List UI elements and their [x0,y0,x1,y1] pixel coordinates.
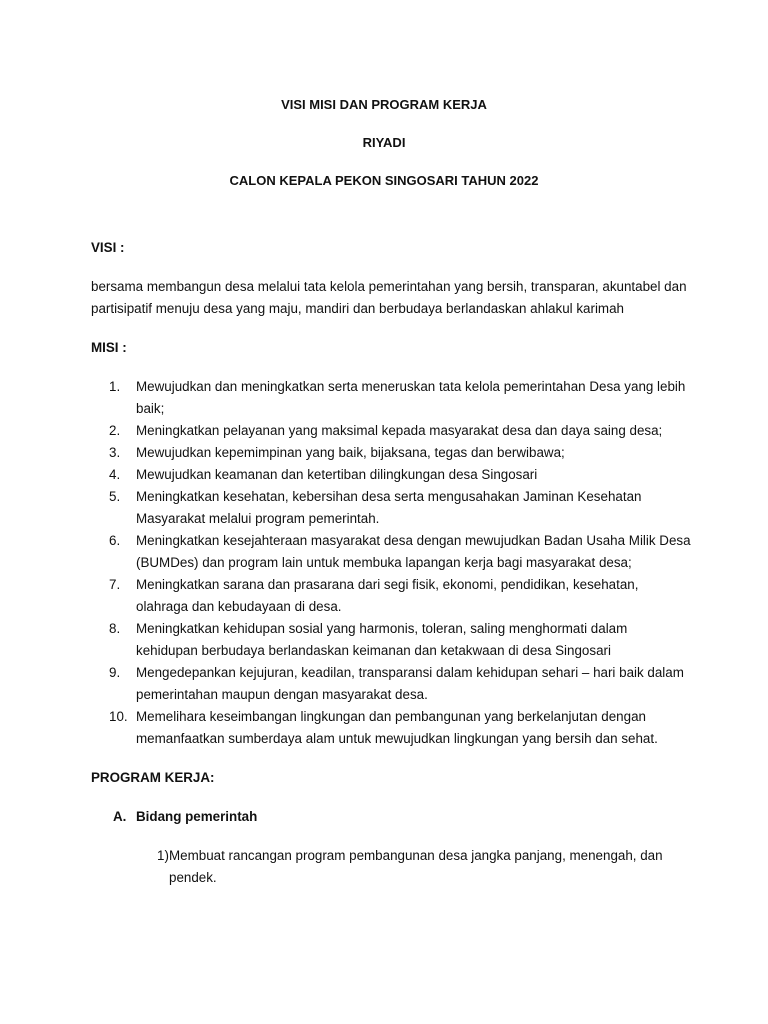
list-number: 9. [109,665,121,680]
section-title: Bidang pemerintah [136,809,258,824]
list-text: Mewujudkan dan meningkatkan serta meneruskan tata kelola pemerintahan Desa yang lebih baik; [136,379,686,416]
visi-text: bersama membangun desa melalui tata kelola pemerintahan yang bersih, transparan, akuntabel dan partisipatif menuju desa yang maju, mandiri dan berbudaya berlandaskan ahlakul karimah [91,279,687,316]
list-number: 6. [109,533,121,548]
list-number: 4. [109,467,121,482]
list-item [91,706,691,750]
list-number: 7. [109,577,121,592]
list-text: Meningkatkan sarana dan prasarana dari segi fisik, ekonomi, pendidikan, kesehatan, olahraga dan kebudayaan di desa. [136,577,639,614]
misi-heading: MISI : [91,340,127,355]
list-number: 2. [109,423,121,438]
document-body [91,237,691,889]
misi-list [91,376,691,750]
list-number: 1. [109,379,121,394]
list-item [91,574,691,618]
list-item [91,486,691,530]
list-item [91,530,691,574]
list-number: 5. [109,489,121,504]
section-letter: A. [113,809,127,824]
list-number: 1) [157,848,169,863]
document-title: VISI MISI DAN PROGRAM KERJA [281,97,487,112]
list-text: Mengedepankan kejujuran, keadilan, transparansi dalam kehidupan sehari – hari baik dalam pemerintahan maupun dengan masyarakat desa. [136,665,684,702]
list-text: Meningkatkan kesehatan, kebersihan desa serta mengusahakan Jaminan Kesehatan Masyarakat melalui program pemerintah. [136,489,642,526]
list-text: Meningkatkan kesejahteraan masyarakat desa dengan mewujudkan Badan Usaha Milik Desa (BUMDes) dan program lain untuk membuka lapangan kerja bagi masyarakat desa; [136,533,691,570]
list-text: Meningkatkan kehidupan sosial yang harmonis, toleran, saling menghormati dalam kehidupan berbudaya berlandaskan keimanan dan ketakwaan di desa Singosari [136,621,628,658]
list-number: 10. [109,709,128,724]
list-number: 3. [109,445,121,460]
list-text: Membuat rancangan program pembangunan desa jangka panjang, menengah, dan pendek. [169,848,663,885]
list-text: Mewujudkan keamanan dan ketertiban dilingkungan desa Singosari [136,467,538,482]
program-section-heading [91,806,691,828]
program-heading: PROGRAM KERJA: [91,770,215,785]
candidate-name: RIYADI [362,135,406,150]
visi-heading: VISI : [91,240,125,255]
list-text: Mewujudkan kepemimpinan yang baik, bijaksana, tegas dan berwibawa; [136,445,565,460]
candidate-position: CALON KEPALA PEKON SINGOSARI TAHUN 2022 [229,173,539,188]
list-number: 8. [109,621,121,636]
list-item [91,442,691,464]
list-text: Memelihara keseimbangan lingkungan dan pembangunan yang berkelanjutan dengan memanfaatkan sumberdaya alam untuk mewujudkan lingkungan yang bersih dan sehat. [136,709,658,746]
document-title-block [0,94,768,208]
list-item [91,464,691,486]
list-item [91,376,691,420]
list-item [91,618,691,662]
list-item [91,662,691,706]
list-text: Meningkatkan pelayanan yang maksimal kepada masyarakat desa dan daya saing desa; [136,423,663,438]
list-item [91,420,691,442]
list-item [91,845,691,889]
